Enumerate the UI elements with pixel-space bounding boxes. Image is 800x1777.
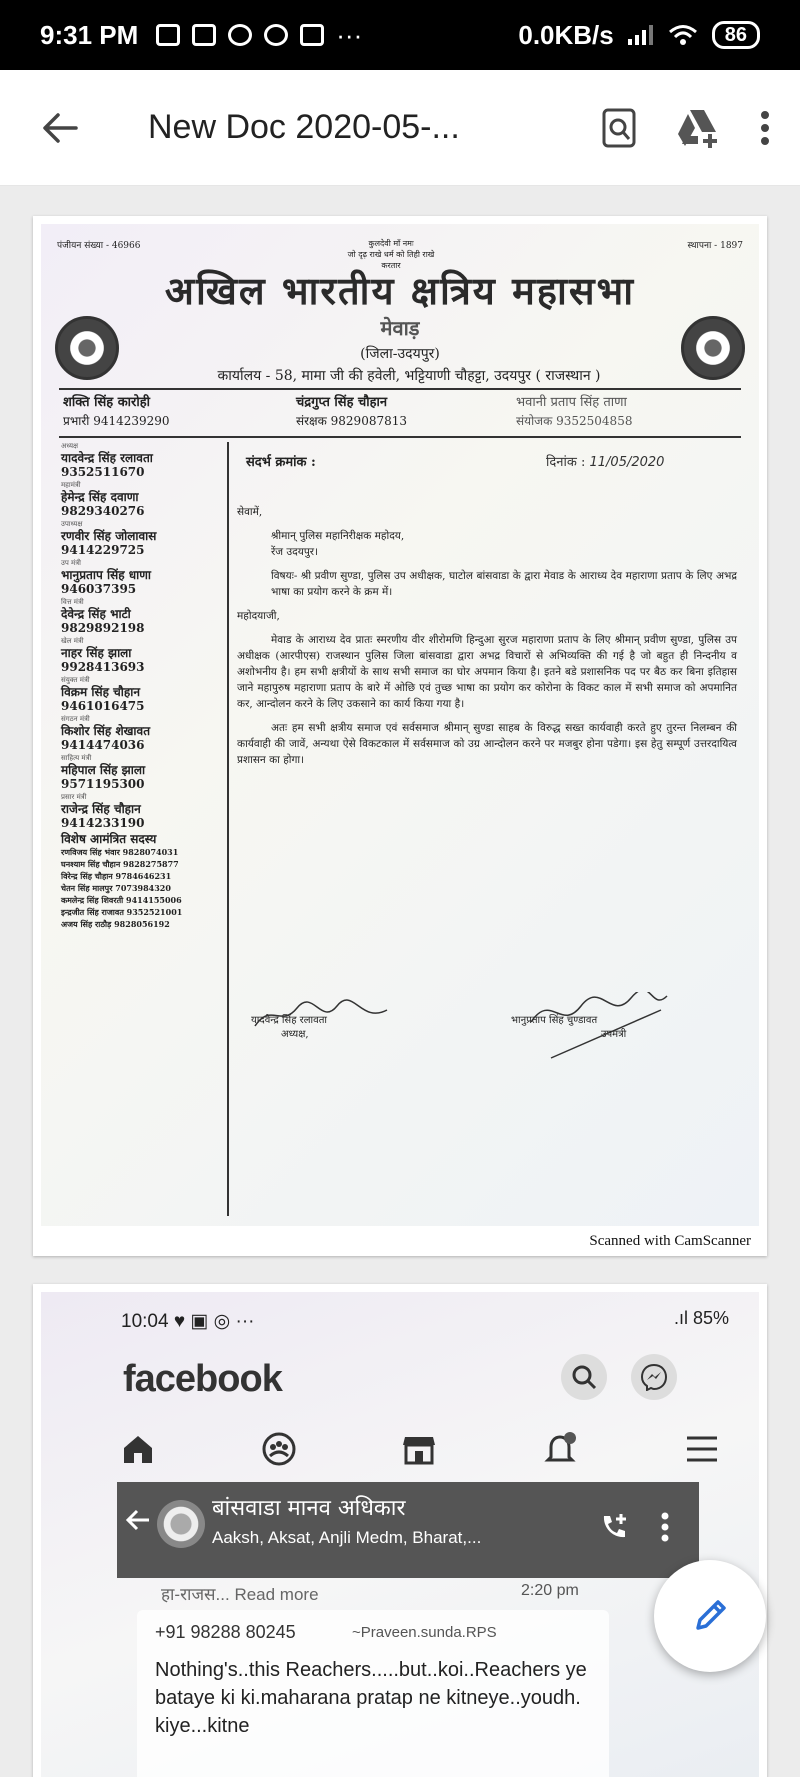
- member-phone: 9461016475: [61, 699, 145, 713]
- signature-left: [251, 1014, 327, 1042]
- wifi-icon: [668, 24, 698, 46]
- camscanner-watermark: Scanned with CamScanner: [589, 1233, 751, 1249]
- member-phone: 9928413693: [61, 660, 145, 674]
- status-time: 9:31 PM: [40, 19, 139, 50]
- signatory-role: अध्यक्ष,: [281, 1029, 309, 1040]
- member-role: उपाध्यक्ष: [61, 520, 83, 528]
- member-phone: 9414474036: [61, 738, 145, 752]
- more-notifications-icon: ···: [336, 19, 363, 50]
- scanned-page-1: [33, 216, 767, 1256]
- officer-role: संयोजक 9352504858: [516, 414, 633, 428]
- facebook-screenshot: [41, 1292, 759, 1777]
- letter-paragraph: मेवाड के आराध्य देव प्रातः स्मरणीय वीर शीरोमणि हिन्दुआ सुरज महाराणा प्रताप के लिए श्रीमान् प्रवीण सुण्डा, पुलिस उप अधीक्षक (आरपीएस) राजस्थान पुलिस जिला बांसवाडा द्वारा अभद्र विचारों से अभिव्यक्ति की गई है जो बहुत ही निन्दनीय व अशोभनीय है। हम सभी क्षत्रीयों के साथ सभी समाज का घोर अपमान किया है। इतने बडे प्रशासनिक पद पर बैठ कर बिना इतिहास जाने महापुरुष महाराणा प्रताप के बारे में ओछि एवं तुच्छ भाषा का प्रयोग कर कोरोना के विकट काल में सभी समाज को अपमानित कर, आन्दोलन करने के लिए उकसाने का कार्य किया गया है।: [237, 634, 737, 710]
- member-phone: 946037395: [61, 582, 137, 596]
- marketplace-icon: [402, 1433, 436, 1465]
- edit-fab-button[interactable]: [654, 1560, 766, 1672]
- officer-name: भवानी प्रताप सिंह ताणा: [516, 395, 627, 410]
- registration-number: पंजीयन संख्या - 46966: [57, 241, 141, 251]
- more-options-icon[interactable]: [760, 110, 770, 146]
- left-seal-emblem: [55, 316, 119, 380]
- greeting: महोदयाजी,: [237, 610, 280, 622]
- search-icon: [561, 1354, 607, 1400]
- member-role: अध्यक्ष: [61, 442, 79, 450]
- document-title: New Doc 2020-05-...: [148, 108, 460, 146]
- special-member: विरेन्द्र सिंह चौहान 9784646231: [61, 871, 172, 881]
- member-entry: [61, 442, 226, 479]
- screenshot-status: [121, 1310, 254, 1333]
- signature-scribble: [251, 998, 391, 1032]
- chat-members: Aaksh, Aksat, Anjli Medm, Bharat,...: [212, 1528, 482, 1547]
- read-more-text: हा-राजस... Read more: [161, 1585, 319, 1604]
- message-icon: [156, 24, 180, 46]
- special-member: कमलेन्द्र सिंह शिवरती 9414155006: [61, 895, 182, 905]
- home-icon: [121, 1433, 155, 1465]
- office-address: कार्यालय - 58, मामा जी की हवेली, भट्टियाणी चौहट्टा, उदयपुर ( राजस्थान ): [217, 368, 601, 384]
- facebook-logo: facebook: [123, 1358, 282, 1400]
- date-label: दिनांक :: [546, 455, 586, 470]
- recipient-line: श्रीमान् पुलिस महानिरीक्षक महोदय,: [271, 530, 405, 542]
- member-role: साहित्य मंत्री: [61, 754, 92, 762]
- officer-role: प्रभारी 9414239290: [63, 414, 170, 428]
- sender-phone: +91 98288 80245: [155, 1622, 296, 1642]
- add-to-drive-icon[interactable]: [676, 108, 720, 148]
- gallery-icon: ▣: [190, 1311, 209, 1332]
- facebook-nav-bar: [121, 1424, 719, 1474]
- whatsapp-chat-header: [117, 1482, 699, 1578]
- member-entry: [61, 598, 226, 635]
- member-phone: 9352511670: [61, 465, 145, 479]
- special-member: चेतन सिंह मालपुर 7073984320: [61, 883, 171, 893]
- heart-icon: ♥: [173, 1311, 186, 1332]
- add-call-icon: [599, 1512, 629, 1542]
- group-avatar: [157, 1500, 205, 1548]
- signatory-name: भानुप्रताप सिंह चुण्डावत: [511, 1015, 598, 1026]
- notification-icons: [156, 20, 362, 51]
- member-entry: [61, 481, 226, 518]
- status-bar: [0, 0, 800, 70]
- member-phone: 9829340276: [61, 504, 145, 518]
- member-entry: [61, 676, 226, 713]
- member-role: महामंत्री: [61, 481, 81, 489]
- recipient-line: रेंज उदयपुर।: [271, 546, 319, 558]
- member-name: यादवेन्द्र सिंह रलावता: [61, 451, 153, 465]
- member-name: भानुप्रताप सिंह धाणा: [61, 568, 152, 582]
- network-speed: 0.0KB/s: [518, 19, 614, 50]
- letterhead-document: [41, 224, 759, 1226]
- member-name: किशोर सिंह शेखावत: [61, 724, 151, 738]
- signature-scribble: [521, 992, 671, 1062]
- search-document-icon[interactable]: [602, 108, 636, 148]
- member-name: हेमेन्द्र सिंह दवाणा: [61, 490, 139, 504]
- signatory-role: उपमंत्री: [601, 1029, 627, 1040]
- document-viewer[interactable]: [0, 186, 800, 1777]
- special-member: अजय सिंह राठौड़ 9828056192: [61, 919, 170, 929]
- organization-region: मेवाड़: [380, 316, 420, 340]
- member-role: संयुक्त मंत्री: [61, 676, 90, 684]
- notifications-bell-icon: [543, 1431, 579, 1467]
- officer-block: [63, 394, 170, 430]
- member-entry: [61, 520, 226, 557]
- sync-icon: ◎: [213, 1311, 231, 1332]
- signal-icon: .ıl: [673, 1308, 693, 1328]
- member-name: विक्रम सिंह चौहान: [61, 685, 140, 699]
- member-entry: [61, 754, 226, 791]
- member-entry: [61, 715, 226, 752]
- organization-name: अखिल भारतीय क्षत्रिय महासभा: [164, 268, 636, 313]
- member-phone: 9829892198: [61, 621, 145, 635]
- sender-name: ~Praveen.sunda.RPS: [352, 1624, 497, 1641]
- deity-line-1: कुलदेवी माँ नमः: [368, 239, 414, 248]
- member-entry: [61, 559, 226, 596]
- deity-line-2: जो दृढ़ राखे धर्म को तिही राखे करतार: [347, 250, 435, 270]
- more-notifications-icon: ···: [235, 1311, 255, 1332]
- calendar-icon: [300, 24, 324, 46]
- message-icon: [192, 24, 216, 46]
- member-phone: 9571195300: [61, 777, 145, 791]
- member-phone: 9414229725: [61, 543, 145, 557]
- member-role: खेल मंत्री: [61, 637, 84, 645]
- signature-right: [511, 1014, 626, 1042]
- groups-icon: [262, 1432, 296, 1466]
- date-field: [546, 452, 664, 470]
- special-member: घनश्याम सिंह चौहान 9828275877: [61, 859, 179, 869]
- member-name: देवेन्द्र सिंह भाटी: [61, 607, 131, 621]
- member-sidebar: [61, 442, 226, 930]
- signal-icon: [628, 25, 654, 45]
- officer-block: [516, 394, 632, 430]
- screenshot-status-right: [674, 1308, 729, 1329]
- back-arrow-icon: [42, 112, 78, 144]
- salutation: सेवामें,: [237, 506, 263, 518]
- sidebar-divider: [227, 442, 229, 1216]
- established-year: स्थापना - 1897: [687, 241, 743, 251]
- pencil-icon: [690, 1596, 730, 1636]
- letter-subject: विषयः- श्री प्रवीण सुण्डा, पुलिस उप अधीक्षक, घाटोल बांसवाडा के द्वारा मेवाड के आराध्य देव महाराणा प्रताप के लिए अभद्र भाषा का प्रयोग करने के क्रम में।: [271, 570, 737, 598]
- member-role: वित्त मंत्री: [61, 598, 84, 606]
- back-button[interactable]: [38, 106, 82, 150]
- divider: [59, 436, 741, 438]
- divider: [59, 388, 741, 390]
- member-entry: [61, 793, 226, 830]
- screenshot-battery: 85%: [692, 1308, 729, 1328]
- scanned-page-2: [33, 1284, 767, 1777]
- menu-icon: [685, 1435, 719, 1463]
- screenshot-time: 10:04: [121, 1311, 169, 1332]
- app-icon: [264, 24, 288, 46]
- member-role: संगठन मंत्री: [61, 715, 90, 723]
- member-entry: [61, 637, 226, 674]
- app-bar: [0, 70, 800, 186]
- member-name: महिपाल सिंह झाला: [61, 763, 146, 777]
- back-arrow-icon: [125, 1508, 151, 1532]
- reference-number-label: संदर्भ क्रमांक :: [246, 455, 316, 470]
- letter-body: [237, 504, 737, 776]
- organization-district: (जिला-उदयपुर): [360, 346, 440, 362]
- letter-paragraph: अतः हम सभी क्षत्रीय समाज एवं सर्वसमाज श्रीमान् सुण्डा साहब के विरुद्ध सख्त कार्यवाही करते हुए तुरन्त निलम्बन की कार्यवाही की जावें, अन्यथा ऐसे विकटकाल में सर्वसमाज को उग्र आन्दोलन करने पर मजबुर होना पडेगा। इस हेतु सम्पूर्ण उत्तरदायित्व प्रशासन का होगा।: [237, 722, 737, 766]
- battery-indicator: 86: [712, 21, 760, 49]
- member-role: प्रसार मंत्री: [61, 793, 87, 801]
- member-name: नाहर सिंह झाला: [61, 646, 132, 660]
- date-value: 11/05/2020: [589, 455, 665, 470]
- special-member: रणविजय सिंह भंवार 9828074031: [61, 847, 179, 857]
- member-role: उप मंत्री: [61, 559, 81, 567]
- member-phone: 9414233190: [61, 816, 145, 830]
- signatory-name: यादवेन्द्र सिंह रलावता: [251, 1015, 327, 1026]
- more-options-icon: [661, 1512, 669, 1542]
- officer-name: शक्ति सिंह कारोही: [63, 395, 150, 410]
- officer-name: चंद्रगुप्त सिंह चौहान: [296, 395, 388, 410]
- message-text: Nothing's..this Reachers.....but..koi..Reachers ye bataye ki ki.maharana pratap ne kitneye..youdh. kiye...kitne: [155, 1659, 587, 1737]
- member-name: रणवीर सिंह जोलावास: [61, 529, 157, 543]
- message-time: 2:20 pm: [521, 1582, 579, 1599]
- message-bubble: [137, 1610, 609, 1777]
- app-icon: [228, 24, 252, 46]
- member-name: राजेन्द्र सिंह चौहान: [61, 802, 141, 816]
- special-member: इन्द्रजीत सिंह राजावत 9352521001: [61, 907, 183, 917]
- messenger-icon: [631, 1354, 677, 1400]
- special-members-title: विशेष आमंत्रित सदस्य: [61, 832, 157, 846]
- officer-block: [296, 394, 407, 430]
- officer-role: संरक्षक 9829087813: [296, 414, 408, 428]
- chat-group-name: बांसवाडा मानव अधिकार: [212, 1496, 406, 1521]
